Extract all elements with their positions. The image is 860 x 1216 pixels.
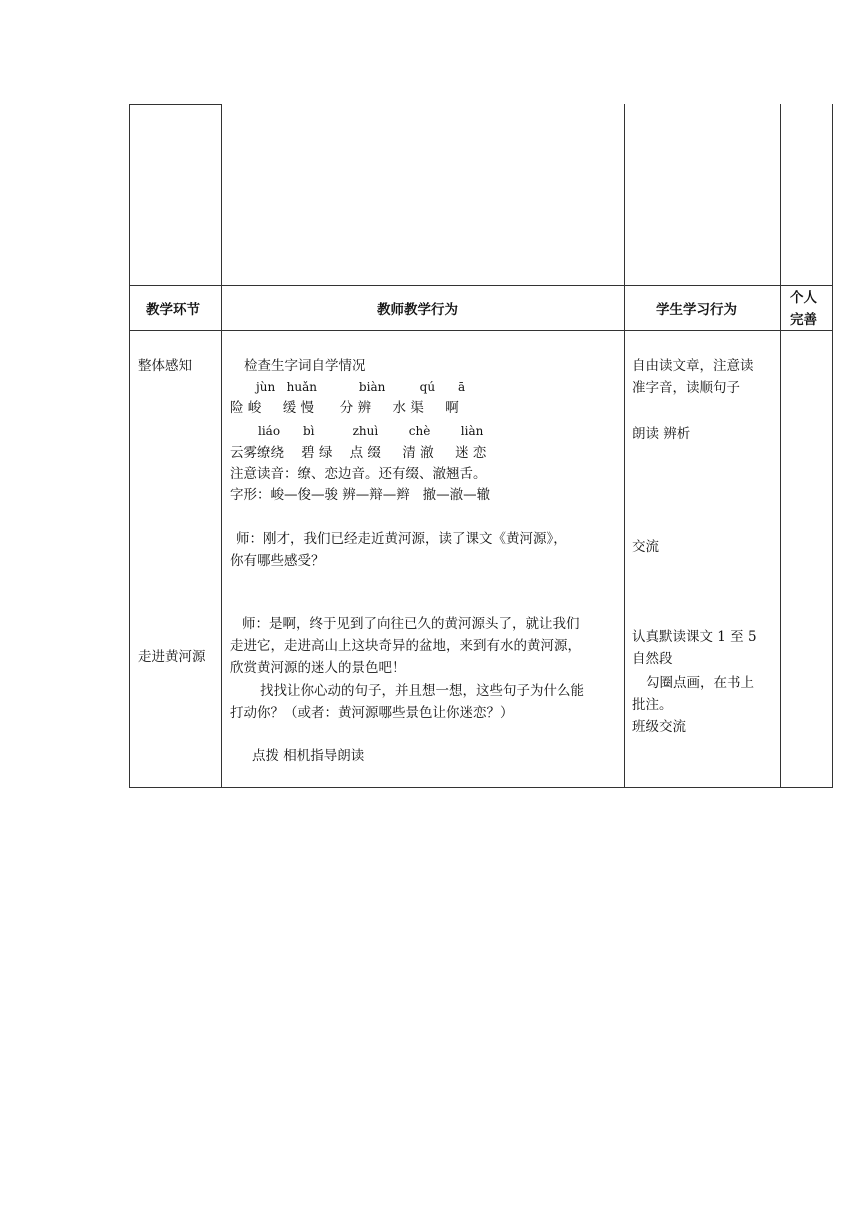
teacher-question-line1: 师：刚才，我们已经走近黄河源，读了课文《黄河源》， <box>236 531 567 547</box>
student-read-analyze: 朗读 辨析 <box>632 426 691 442</box>
header-personal-line1: 个人 <box>790 290 817 306</box>
pinyin-line-1: jùn huǎn biàn qú ā <box>256 380 466 394</box>
teacher-para1-line2: 走进它，走进高山上这块奇异的盆地，来到有水的黄河源， <box>230 638 581 654</box>
stage-overall-perception: 整体感知 <box>138 358 192 374</box>
header-personal-line2: 完善 <box>790 312 817 328</box>
teacher-guidance: 点拨 相机指导朗读 <box>252 748 365 764</box>
pronunciation-note: 注意读音：缭、恋边音。还有缀、澈翘舌。 <box>230 466 487 482</box>
teacher-question-line2: 你有哪些感受？ <box>230 553 325 569</box>
column-divider-3 <box>780 104 781 788</box>
column-divider-1 <box>221 104 222 788</box>
student-class-discussion: 班级交流 <box>632 719 686 735</box>
character-form-note: 字形：峻—俊—骏 辨—辩—辫 撤—澈—辙 <box>230 487 491 503</box>
teacher-para1-line1: 师：是啊，终于见到了向往已久的黄河源头了，就让我们 <box>242 616 580 632</box>
teacher-para2-line2: 打动你？（或者：黄河源哪些景色让你迷恋？） <box>230 705 514 721</box>
student-silent-reading-line2: 自然段 <box>632 651 673 667</box>
student-free-reading-line2: 准字音，读顺句子 <box>632 380 740 396</box>
header-stage: 教学环节 <box>146 302 200 318</box>
student-annotate-line2: 批注。 <box>632 697 673 713</box>
table-border-left <box>129 104 130 788</box>
row-divider-top <box>129 104 222 105</box>
teacher-intro: 检查生字词自学情况 <box>244 358 366 374</box>
column-divider-2 <box>624 104 625 788</box>
header-student: 学生学习行为 <box>656 302 737 318</box>
table-border-right <box>832 104 833 788</box>
pinyin-line-2: liáo bì zhuì chè liàn <box>258 424 484 438</box>
vocab-line-2: 云雾缭绕 碧 绿 点 缀 清 澈 迷 恋 <box>230 445 487 461</box>
stage-enter-yellow-river-source: 走进黄河源 <box>138 649 206 665</box>
table-border-bottom <box>129 787 833 788</box>
teacher-para1-line3: 欣赏黄河源的迷人的景色吧！ <box>230 660 406 676</box>
teacher-para2-line1: 找找让你心动的句子，并且想一想，这些句子为什么能 <box>260 683 584 699</box>
vocab-line-1: 险 峻 缓 慢 分 辨 水 渠 啊 <box>230 400 459 416</box>
row-divider-header-bottom <box>129 330 833 331</box>
row-divider-header-top <box>129 285 833 286</box>
student-annotate-line1: 勾圈点画，在书上 <box>646 675 754 691</box>
student-silent-reading-line1: 认真默读课文 1 至 5 <box>632 629 757 645</box>
header-teacher: 教师教学行为 <box>377 302 458 318</box>
student-discuss: 交流 <box>632 539 659 555</box>
student-free-reading-line1: 自由读文章，注意读 <box>632 358 754 374</box>
